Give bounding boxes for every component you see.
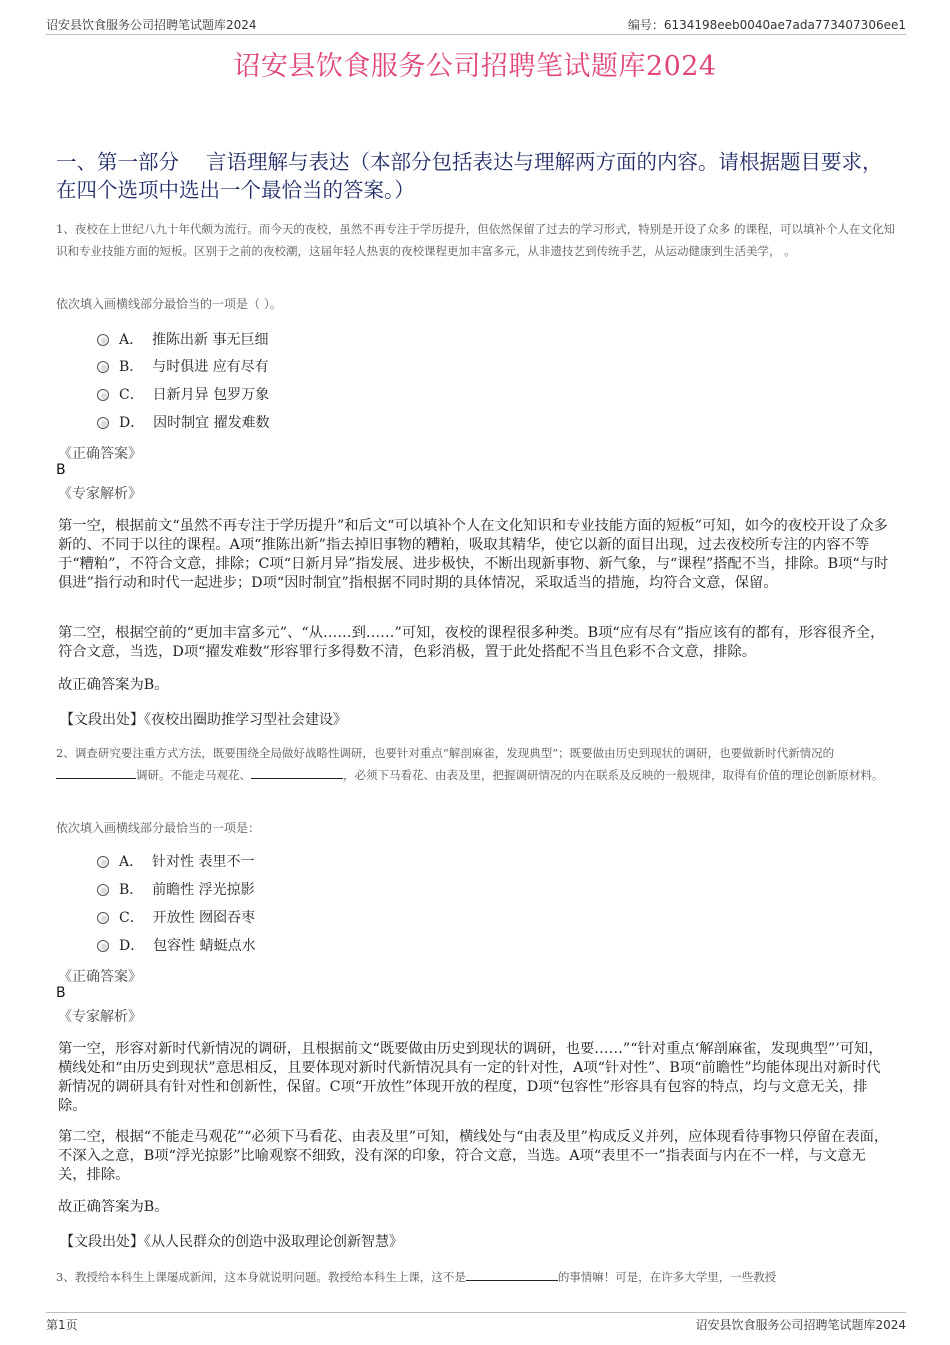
page-header — [46, 14, 906, 35]
option-text: 前瞻性 浮光掠影 — [152, 882, 255, 898]
radio-icon[interactable] — [97, 884, 109, 896]
q2-analysis-label: 《专家解析》 — [58, 1009, 142, 1025]
q2-option-a[interactable]: A． 针对性 表里不一 — [97, 852, 254, 872]
q2-source: 【文段出处】《从人民群众的创造中汲取理论创新智慧》 — [60, 1234, 403, 1250]
q1-analysis-paragraph-2: 第二空，根据空前的“更加丰富多元”、“从……到……”可知，夜校的课程很多种类。B项“应有尽有”指应该有的都有，形容很齐全，符合文意，当选，D项“擢发难数”形容罪行多得数不清，色彩消极，置于此处搭配不当且色彩不合文意，排除。 — [58, 625, 885, 660]
page-footer — [46, 1312, 906, 1335]
footer-doc-title: 诏安县饮食服务公司招聘笔试题库2024 — [695, 1318, 906, 1332]
q1-option-c[interactable]: C． 日新月异 包罗万象 — [97, 385, 269, 405]
option-text: 推陈出新 事无巨细 — [152, 332, 269, 348]
q2-answer: B — [56, 985, 66, 1001]
fill-blank — [466, 1267, 558, 1281]
q1-answer: B — [56, 462, 66, 478]
fill-blank — [251, 765, 343, 779]
option-text: 开放性 囫囵吞枣 — [152, 910, 256, 926]
question-1-prompt: 依次填入画横线部分最恰当的一项是（ ）。 — [56, 297, 282, 311]
page-number: 第1页 — [46, 1318, 78, 1332]
question-2-text: 2、调查研究要注重方式方法，既要围绕全局做好战略性调研，也要针对重点“解剖麻雀，发现典型”；既要做由历史到现状的调研，也要做新时代新情况的调研。不能走马观花、 ，必须下马看花、由表及里，把握调研情况的内在联系及反映的一般规律，取得有价值的理论创新原材料。 — [56, 746, 884, 782]
q1-conclusion: 故正确答案为B。 — [58, 677, 169, 693]
radio-icon[interactable] — [97, 912, 109, 924]
q1-option-a[interactable]: A． 推陈出新 事无巨细 — [97, 330, 268, 350]
fill-blank — [56, 765, 136, 779]
question-2-prompt: 依次填入画横线部分最恰当的一项是： — [56, 821, 261, 835]
q2-option-c[interactable]: C． 开放性 囫囵吞枣 — [97, 908, 255, 928]
q1-option-b[interactable]: B． 与时俱进 应有尽有 — [97, 357, 269, 377]
header-doc-title: 诏安县饮食服务公司招聘笔试题库2024 — [46, 18, 257, 32]
option-text: 与时俱进 应有尽有 — [152, 359, 269, 375]
q2-analysis-paragraph-2: 第二空，根据“不能走马观花”“必须下马看花、由表及里”可知，横线处与“由表及里”构成反义并列，应体现看待事物只停留在表面，不深入之意，B项“浮光掠影”比喻观察不细致，没有深的印象，符合文意，当选。A项“表里不一”指表面与内在不一样，与文意无关，排除。 — [58, 1129, 889, 1183]
q1-source: 【文段出处】《夜校出圈助推学习型社会建设》 — [60, 712, 347, 728]
option-text: 针对性 表里不一 — [152, 854, 255, 870]
question-1-text: 1、夜校在上世纪八九十年代颇为流行。而今天的夜校，虽然不再专注于学历提升，但依然保留了过去的学习形式，特别是开设了众多 的课程，可以填补个人在文化知识和专业技能方面的短板。区别于之前的夜校潮，这届年轻人热衷的夜校课程更加丰富多元，从非遗技艺到传统手艺，从运动健康到生活美学， 。 — [56, 222, 895, 258]
page-title: 诏安县饮食服务公司招聘笔试题库2024 — [233, 51, 717, 82]
q2-answer-label: 《正确答案》 — [58, 969, 142, 985]
radio-icon[interactable] — [97, 361, 109, 373]
q2-analysis-paragraph-1: 第一空，形容对新时代新情况的调研，且根据前文“既要做由历史到现状的调研，也要……”“针对重点‘解剖麻雀，发现典型”’可知，横线处和“由历史到现状”意思相反，且要体现对新时代新情况具有一定的针对性，A项“针对性”、B项“前瞻性”均能体现出对新时代新情况的调研具有针对性和创新性，保留。C项“开放性”体现开放的程度，D项“包容性”形容具有包容的特点，均与文意无关，排除。 — [58, 1041, 883, 1114]
option-text: 包容性 蜻蜓点水 — [153, 938, 256, 954]
radio-icon[interactable] — [97, 417, 109, 429]
radio-icon[interactable] — [97, 334, 109, 346]
q1-option-d[interactable]: D． 因时制宜 擢发难数 — [97, 413, 270, 433]
radio-icon[interactable] — [97, 389, 109, 401]
q2-conclusion: 故正确答案为B。 — [58, 1199, 169, 1215]
radio-icon[interactable] — [97, 940, 109, 952]
q1-analysis-paragraph-1: 第一空，根据前文“虽然不再专注于学历提升”和后文“可以填补个人在文化知识和专业技能方面的短板”可知，如今的夜校开设了众多新的、不同于以往的课程。A项“推陈出新”指去掉旧事物的糟粕，吸取其精华，使它以新的面目出现，过去夜校所专注的内容不等于“糟粕”，不符合文意，排除；C项“日新月异”指发展、进步极快，不断出现新事物、新气象，与“课程”搭配不当，排除。B项“与时俱进”指行动和时代一起进步；D项“因时制宜”指根据不同时期的具体情况，采取适当的措施，均符合文意，保留。 — [58, 518, 889, 591]
option-text: 因时制宜 擢发难数 — [153, 415, 270, 431]
section-heading: 一、第一部分 言语理解与表达（本部分包括表达与理解两方面的内容。请根据题目要求，在四个选项中选出一个最恰当的答案。） — [56, 150, 883, 202]
question-3-text: 3、教授给本科生上课屡成新闻，这本身就说明问题。教授给本科生上课，这不是 的事情嘛！可是，在许多大学里，一些教授 — [56, 1266, 896, 1288]
q2-option-d[interactable]: D． 包容性 蜻蜓点水 — [97, 936, 256, 956]
header-doc-id: 编号：6134198eeb0040ae7ada773407306ee1 — [627, 18, 906, 32]
q1-analysis-label: 《专家解析》 — [58, 486, 142, 502]
option-text: 日新月异 包罗万象 — [152, 387, 270, 403]
q1-answer-label: 《正确答案》 — [58, 446, 142, 462]
q2-option-b[interactable]: B． 前瞻性 浮光掠影 — [97, 880, 255, 900]
radio-icon[interactable] — [97, 856, 109, 868]
